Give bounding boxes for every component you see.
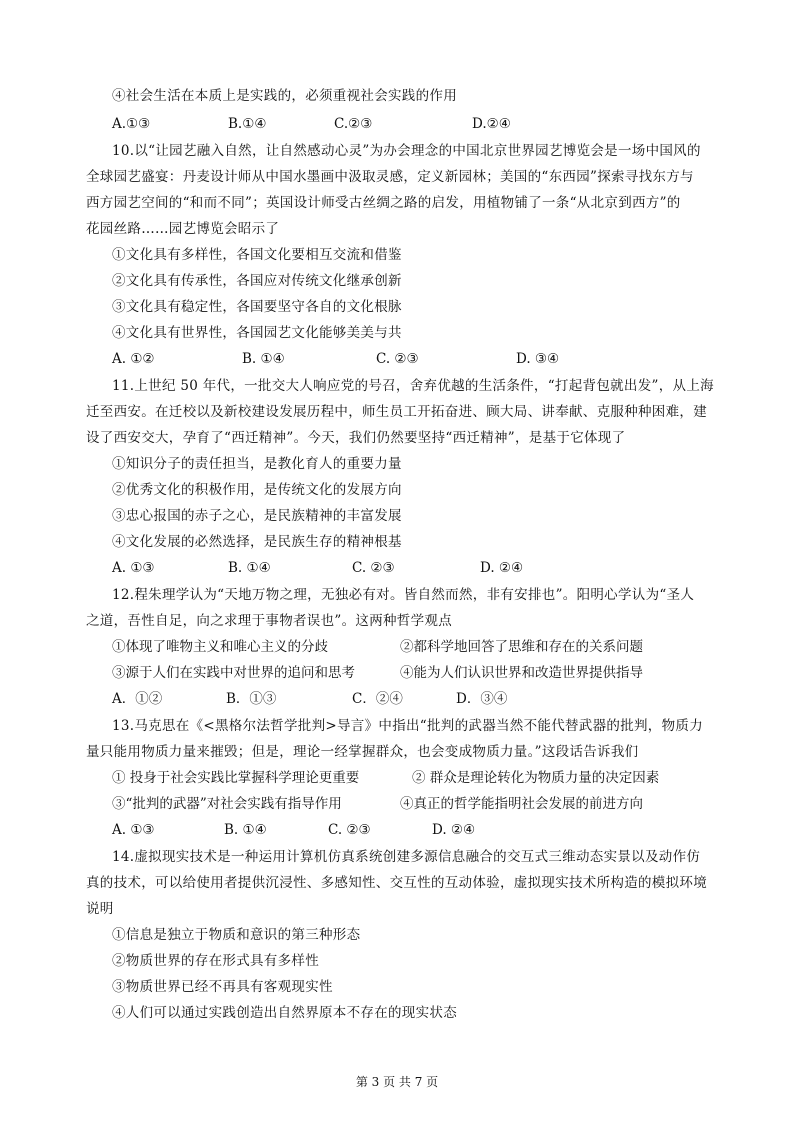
q10-option-a: A. ①②: [112, 351, 155, 367]
q14-statement-3: ③物质世界已经不再具有客观现实性: [112, 979, 333, 995]
q10-statement-1: ①文化具有多样性，各国文化要相互交流和借鉴: [112, 247, 402, 263]
q10-stem-line-2: 全球园艺盛宴：丹麦设计师从中国水墨画中汲取灵感，定义新园林；美国的“东西园”探索寻找东方与: [86, 169, 694, 185]
q13-statement-4: ④真正的哲学能指明社会发展的前进方向: [400, 796, 643, 812]
q12-option-a: A．①②: [112, 691, 163, 707]
q12-statement-1: ①体现了唯物主义和唯心主义的分歧: [112, 639, 328, 655]
q11-statement-3: ③忠心报国的赤子之心，是民族精神的丰富发展: [112, 508, 402, 524]
q14-stem-line-3: 说明: [86, 901, 114, 917]
q10-stem-line-3: 西方园艺空间的“和而不同”；英国设计师受古丝绸之路的启发，用植物铺了一条“从北京到西方”的: [86, 195, 681, 211]
q9-option-a: A.①③: [112, 116, 151, 132]
q10-statement-3: ③文化具有稳定性，各国要坚守各自的文化根脉: [112, 299, 402, 315]
q10-option-b: B. ①④: [242, 351, 285, 367]
q11-statement-1: ①知识分子的责任担当，是教化育人的重要力量: [112, 456, 402, 472]
q11-option-a: A. ①③: [112, 560, 155, 576]
q10-option-d: D. ③④: [516, 351, 560, 367]
q13-statement-3: ③“批判的武器”对社会实践有指导作用: [112, 796, 342, 812]
q11-stem-line-3: 设了西安交大，孕育了“西迁精神”。今天，我们仍然要坚持“西迁精神”，是基于它体现了: [86, 430, 626, 446]
q14-statement-2: ②物质世界的存在形式具有多样性: [112, 953, 319, 969]
q11-statement-2: ②优秀文化的积极作用，是传统文化的发展方向: [112, 482, 402, 498]
q10-statement-2: ②文化具有传承性，各国应对传统文化继承创新: [112, 273, 402, 289]
q10-stem-line-1: 10.以“让园艺融入自然，让自然感动心灵”为办会理念的中国北京世界园艺博览会是一场中国风的: [112, 143, 701, 159]
q9-option-d: D.②④: [472, 116, 511, 132]
q13-stem-line-1: 13.马克思在《<黑格尔法哲学批判>导言》中指出“批判的武器当然不能代替武器的批判，物质力: [112, 718, 703, 734]
page-number-footer: 第 3 页 共 7 页: [355, 1075, 439, 1089]
q9-option-c: C.②③: [334, 116, 373, 132]
q12-option-c: C．②④: [352, 691, 403, 707]
q14-stem-line-2: 真的技术，可以给使用者提供沉浸性、多感知性、交互性的互动体验，虚拟现实技术所构造的模拟环境: [86, 875, 707, 891]
q11-option-d: D. ②④: [480, 560, 524, 576]
q13-option-c: C. ②③: [328, 822, 371, 838]
q12-option-b: B．①③: [226, 691, 277, 707]
q11-statement-4: ④文化发展的必然选择，是民族生存的精神根基: [112, 534, 402, 550]
q11-stem-line-1: 11.上世纪 50 年代，一批交大人响应党的号召，舍弃优越的生活条件，“打起背包就出发”，从上海: [112, 378, 714, 394]
q11-option-c: C. ②③: [352, 560, 395, 576]
q13-stem-line-2: 量只能用物质力量来摧毁；但是，理论一经掌握群众，也会变成物质力量。”这段话告诉我们: [86, 744, 639, 760]
q14-statement-1: ①信息是独立于物质和意识的第三种形态: [112, 927, 361, 943]
q12-statement-3: ③源于人们在实践中对世界的追问和思考: [112, 665, 355, 681]
q10-statement-4: ④文化具有世界性，各国园艺文化能够美美与共: [112, 325, 402, 341]
q13-statement-2: ② 群众是理论转化为物质力量的决定因素: [412, 770, 660, 786]
q12-statement-4: ④能为人们认识世界和改造世界提供指导: [400, 665, 643, 681]
q11-option-b: B. ①④: [228, 560, 271, 576]
q14-statement-4: ④人们可以通过实践创造出自然界原本不存在的现实状态: [112, 1005, 457, 1021]
q12-stem-line-1: 12.程朱理学认为“天地万物之理，无独必有对。皆自然而然，非有安排也”。阳明心学认为“圣人: [112, 587, 695, 603]
q10-option-c: C. ②③: [376, 351, 419, 367]
q13-option-a: A. ①③: [112, 822, 155, 838]
q12-option-d: D．③④: [456, 691, 508, 707]
q12-stem-line-2: 之道，吾性自足，向之求理于事物者误也”。这两种哲学观点: [86, 613, 453, 629]
q11-stem-line-2: 迁至西安。在迁校以及新校建设发展历程中，师生员工开拓奋进、顾大局、讲奉献、克服种种困难，建: [86, 404, 707, 420]
q9-statement-4: ④社会生活在本质上是实践的，必须重视社会实践的作用: [112, 88, 457, 104]
q14-stem-line-1: 14.虚拟现实技术是一种运用计算机仿真系统创建多源信息融合的交互式三维动态实景以及动作仿: [112, 849, 701, 865]
q12-statement-2: ②都科学地回答了思维和存在的关系问题: [400, 639, 643, 655]
q13-option-d: D. ②④: [432, 822, 476, 838]
q9-option-b: B.①④: [228, 116, 267, 132]
q13-statement-1: ① 投身于社会实践比掌握科学理论更重要: [112, 770, 360, 786]
q10-stem-line-4: 花园丝路……园艺博览会昭示了: [86, 221, 280, 237]
q13-option-b: B. ①④: [224, 822, 267, 838]
